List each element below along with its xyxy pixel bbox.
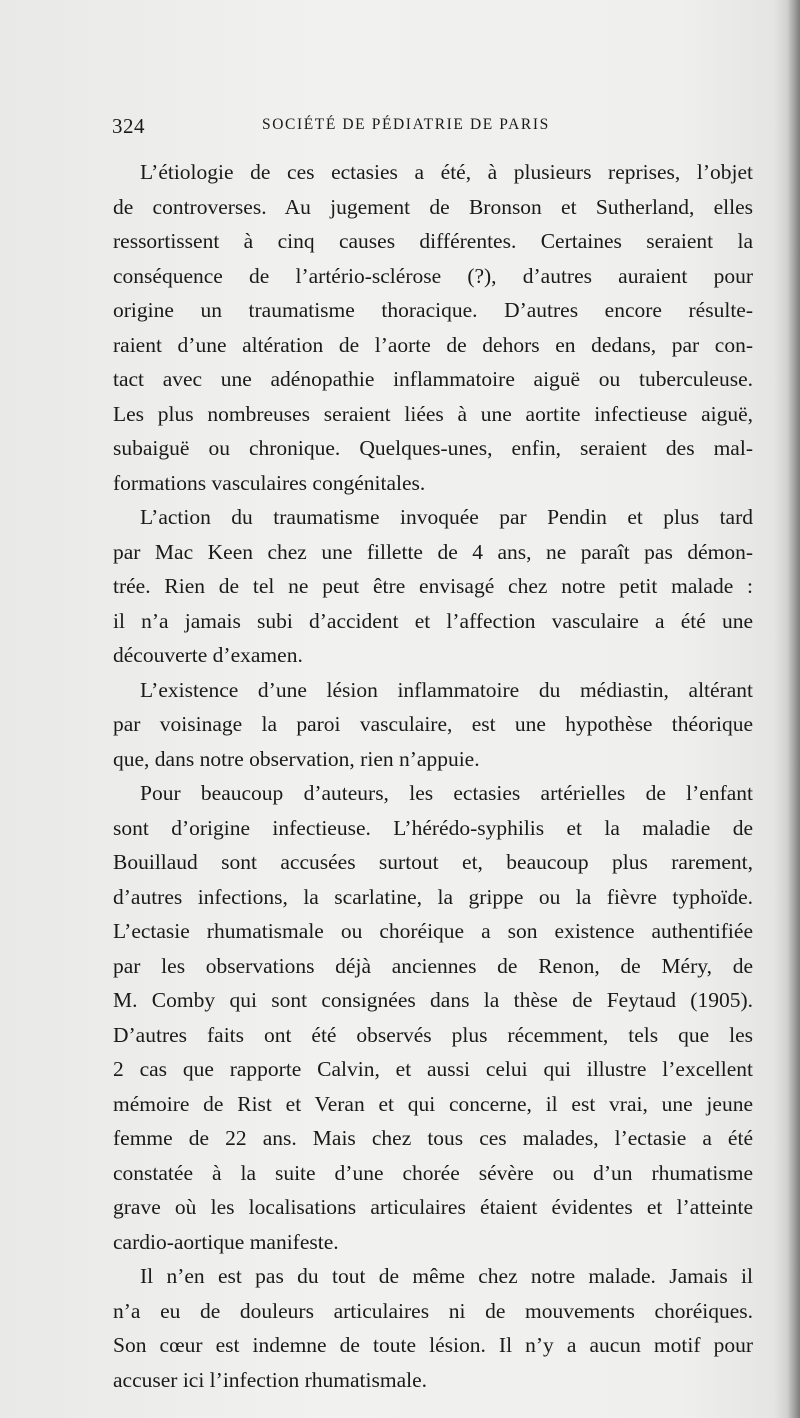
text-line: Les plus nombreuses seraient liées à une aortite infectieuse aiguë, xyxy=(113,401,753,426)
text-line: par Mac Keen chez une fillette de 4 ans, ne paraît pas démon- xyxy=(113,539,753,564)
paragraph xyxy=(113,500,753,673)
body-text xyxy=(113,155,753,1397)
text-line: origine un traumatisme thoracique. D’autres encore résulte- xyxy=(113,298,753,322)
text-line: de controverses. Au jugement de Bronson et Sutherland, elles xyxy=(113,194,753,219)
text-line: M. Comby qui sont consignées dans la thèse de Feytaud (1905). xyxy=(113,988,753,1012)
paragraph xyxy=(113,155,753,500)
text-line: conséquence de l’artério-sclérose (?), d’autres auraient pour xyxy=(113,263,753,288)
page-edge-shadow xyxy=(774,0,800,1418)
text-line: ressortissent à cinq causes différentes. Certaines seraient la xyxy=(113,229,753,253)
text-line: Pour beaucoup d’auteurs, les ectasies artérielles de l’enfant xyxy=(140,781,753,805)
text-line: formations vasculaires congénitales. xyxy=(113,470,426,495)
paragraph xyxy=(113,776,753,1259)
paragraph xyxy=(113,673,753,777)
text-line: découverte d’examen. xyxy=(113,643,303,667)
text-line: Il n’en est pas du tout de même chez notre malade. Jamais il xyxy=(140,1264,753,1288)
text-line: constatée à la suite d’une chorée sévère ou d’un rhumatisme xyxy=(113,1160,753,1185)
text-line: subaiguë ou chronique. Quelques-unes, enfin, seraient des mal- xyxy=(113,436,753,460)
text-line: L’ectasie rhumatismale ou choréique a son existence authentifiée xyxy=(113,919,753,943)
text-line: L’étiologie de ces ectasies a été, à plusieurs reprises, l’objet xyxy=(140,160,753,184)
text-line: raient d’une altération de l’aorte de dehors en dedans, par con- xyxy=(113,332,753,357)
text-line: Bouillaud sont accusées surtout et, beaucoup plus rarement, xyxy=(113,850,753,874)
running-title: SOCIÉTÉ DE PÉDIATRIE DE PARIS xyxy=(262,116,550,133)
text-line: trée. Rien de tel ne peut être envisagé chez notre petit malade : xyxy=(113,574,753,598)
text-line: accuser ici l’infection rhumatismale. xyxy=(113,1367,428,1392)
text-line: Son cœur est indemne de toute lésion. Il n’y a aucun motif pour xyxy=(113,1333,753,1357)
text-line: par les observations déjà anciennes de Renon, de Méry, de xyxy=(113,953,753,978)
text-line: L’existence d’une lésion inflammatoire du médiastin, altérant xyxy=(140,677,753,702)
paragraph xyxy=(113,1259,753,1397)
text-line: il n’a jamais subi d’accident et l’affection vasculaire a été une xyxy=(113,608,753,633)
text-line: mémoire de Rist et Veran et qui concerne, il est vrai, une jeune xyxy=(113,1091,753,1116)
text-line: cardio-aortique manifeste. xyxy=(113,1229,339,1254)
page-number: 324 xyxy=(112,114,145,138)
text-line: que, dans notre observation, rien n’appuie. xyxy=(113,746,480,771)
text-line: n’a eu de douleurs articulaires ni de mouvements choréiques. xyxy=(113,1298,753,1323)
text-line: femme de 22 ans. Mais chez tous ces malades, l’ectasie a été xyxy=(113,1126,753,1150)
text-line: grave où les localisations articulaires étaient évidentes et l’atteinte xyxy=(113,1195,753,1219)
text-line: L’action du traumatisme invoquée par Pendin et plus tard xyxy=(140,505,753,529)
text-line: par voisinage la paroi vasculaire, est une hypothèse théorique xyxy=(113,712,753,736)
text-line: 2 cas que rapporte Calvin, et aussi celui qui illustre l’excellent xyxy=(113,1057,753,1081)
text-line: d’autres infections, la scarlatine, la grippe ou la fièvre typhoïde. xyxy=(113,884,753,909)
running-header xyxy=(112,114,752,144)
text-line: tact avec une adénopathie inflammatoire aiguë ou tuberculeuse. xyxy=(113,367,753,391)
text-line: sont d’origine infectieuse. L’hérédo-syphilis et la maladie de xyxy=(113,815,753,840)
text-line: D’autres faits ont été observés plus récemment, tels que les xyxy=(113,1022,753,1047)
